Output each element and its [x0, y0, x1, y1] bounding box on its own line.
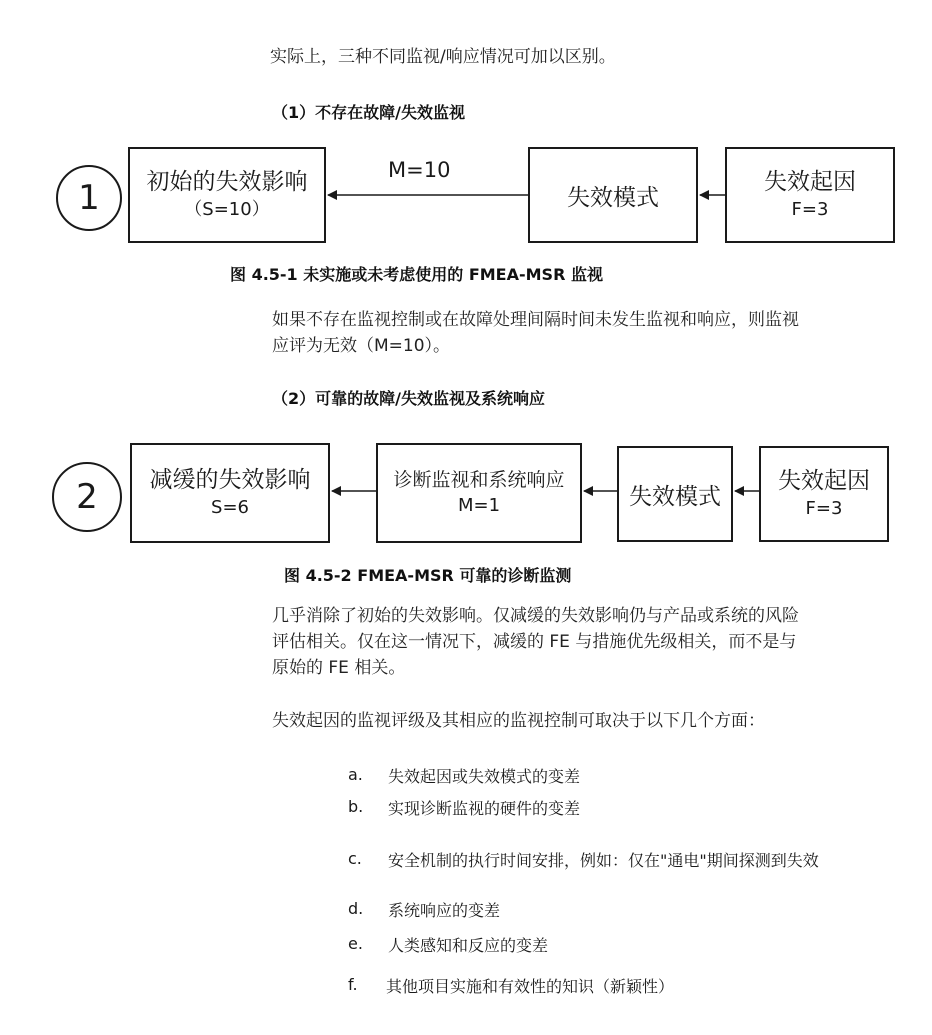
list-item-text: 人类感知和反应的变差: [388, 936, 549, 955]
section2-effect-title: 减缓的失效影响: [149, 467, 311, 493]
section2-caption: 图 4.5-2 FMEA-MSR 可靠的诊断监测: [284, 566, 572, 585]
section2-mode-title: 失效模式: [629, 483, 721, 510]
list-item-letter: f.: [348, 975, 358, 994]
list-item-letter: c.: [348, 849, 362, 868]
list-item-letter: a.: [348, 765, 363, 784]
section1-heading: （1）不存在故障/失效监视: [272, 103, 465, 122]
section1-effect-severity: （S=10）: [184, 199, 270, 220]
section2-heading: （2）可靠的故障/失效监视及系统响应: [272, 389, 545, 408]
section1-mode-title: 失效模式: [567, 184, 659, 211]
section2-effect-severity: S=6: [211, 497, 249, 518]
list-item-text: 其他项目实施和有效性的知识（新颖性）: [386, 977, 675, 996]
section2-number: 2: [76, 477, 98, 517]
section1-cause-frequency: F=3: [791, 199, 829, 220]
section2-cause-title: 失效起因: [778, 468, 870, 494]
list-item-letter: b.: [348, 797, 364, 816]
section2-paragraph-line: 几乎消除了初始的失效影响。仅减缓的失效影响仍与产品或系统的风险: [272, 606, 799, 626]
list-item-text: 系统响应的变差: [388, 901, 501, 920]
list-item-letter: d.: [348, 899, 364, 918]
list-item-text: 实现诊断监视的硬件的变差: [388, 799, 581, 818]
section1-caption: 图 4.5-1 未实施或未考虑使用的 FMEA-MSR 监视: [230, 265, 603, 284]
section1-number: 1: [78, 178, 100, 218]
section1-cause-title: 失效起因: [764, 169, 856, 195]
list-item-text: 安全机制的执行时间安排，例如：仅在"通电"期间探测到失效: [388, 851, 819, 870]
section2-monitor-title: 诊断监视和系统响应: [393, 469, 565, 491]
section2-monitor-rating: M=1: [457, 495, 501, 516]
section1-arrow-label: M=10: [388, 158, 451, 182]
section2-paragraph-line: 原始的 FE 相关。: [272, 658, 406, 678]
intro-text: 实际上，三种不同监视/响应情况可加以区别。: [270, 47, 616, 67]
list-item-text: 失效起因或失效模式的变差: [388, 767, 581, 786]
section1-paragraph-line: 应评为无效（M=10）。: [272, 336, 451, 356]
list-item-letter: e.: [348, 934, 363, 953]
section1-paragraph-line: 如果不存在监视控制或在故障处理间隔时间未发生监视和响应，则监视: [272, 310, 799, 330]
section2-cause-frequency: F=3: [805, 498, 843, 519]
section1-effect-title: 初始的失效影响: [146, 169, 308, 195]
section2-paragraph-line: 评估相关。仅在这一情况下，减缓的 FE 与措施优先级相关，而不是与: [272, 632, 797, 652]
list-intro: 失效起因的监视评级及其相应的监视控制可取决于以下几个方面：: [272, 711, 765, 731]
